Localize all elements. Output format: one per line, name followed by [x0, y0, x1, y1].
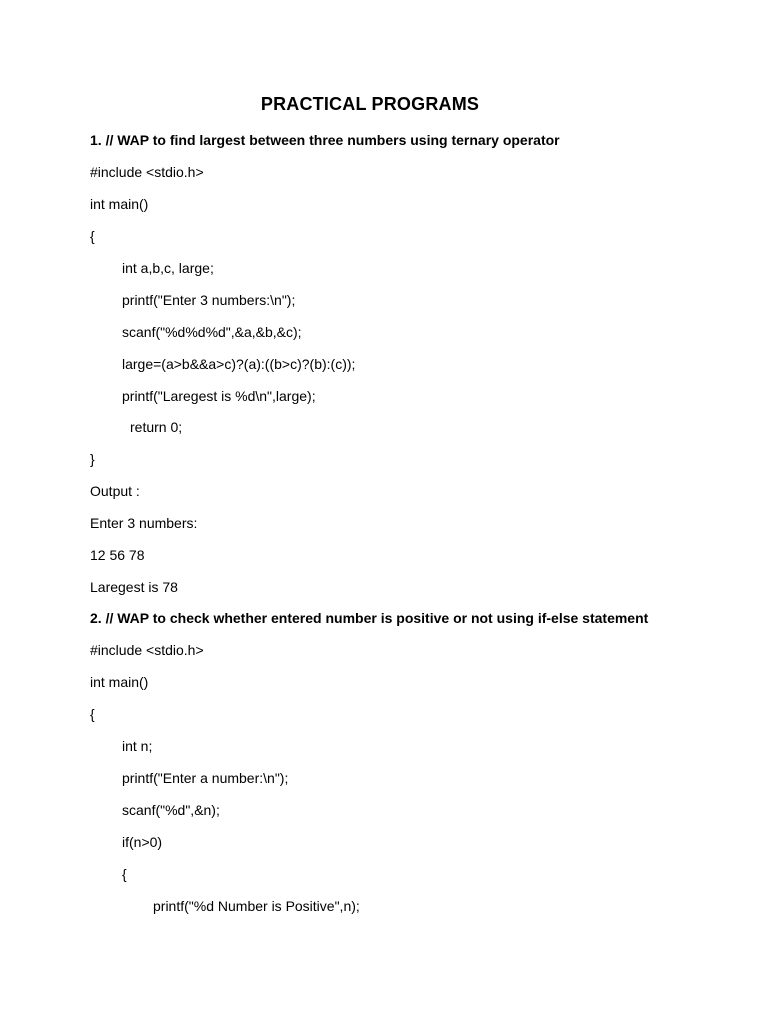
code-line: large=(a>b&&a>c)?(a):((b>c)?(b):(c)); — [122, 356, 356, 372]
code-line: { — [90, 706, 95, 722]
code-line: } — [90, 451, 95, 467]
output-line: Laregest is 78 — [90, 579, 178, 595]
output-line: Enter 3 numbers: — [90, 515, 198, 531]
code-line: { — [90, 228, 95, 244]
code-line: return 0; — [130, 419, 183, 435]
code-line: printf("Enter 3 numbers:\n"); — [122, 292, 296, 308]
program-2-heading: 2. // WAP to check whether entered number is positive or not using if-else statement — [90, 610, 649, 626]
code-line: if(n>0) — [122, 834, 163, 850]
code-line: int a,b,c, large; — [122, 260, 214, 276]
code-line: int main() — [90, 674, 149, 690]
code-line: scanf("%d",&n); — [122, 802, 220, 818]
code-line: int n; — [122, 738, 153, 754]
code-line: #include <stdio.h> — [90, 642, 204, 658]
code-line: printf("%d Number is Positive",n); — [153, 898, 360, 914]
program-1-heading: 1. // WAP to find largest between three numbers using ternary operator — [90, 132, 560, 148]
page-title: PRACTICAL PROGRAMS — [260, 94, 480, 114]
output-line: 12 56 78 — [90, 547, 145, 563]
code-line: printf("Laregest is %d\n",large); — [122, 388, 316, 404]
code-line: { — [122, 866, 127, 882]
code-line: int main() — [90, 196, 149, 212]
code-line: #include <stdio.h> — [90, 164, 204, 180]
code-line: printf("Enter a number:\n"); — [122, 770, 289, 786]
output-label: Output : — [90, 483, 140, 499]
code-line: scanf("%d%d%d",&a,&b,&c); — [122, 324, 302, 340]
